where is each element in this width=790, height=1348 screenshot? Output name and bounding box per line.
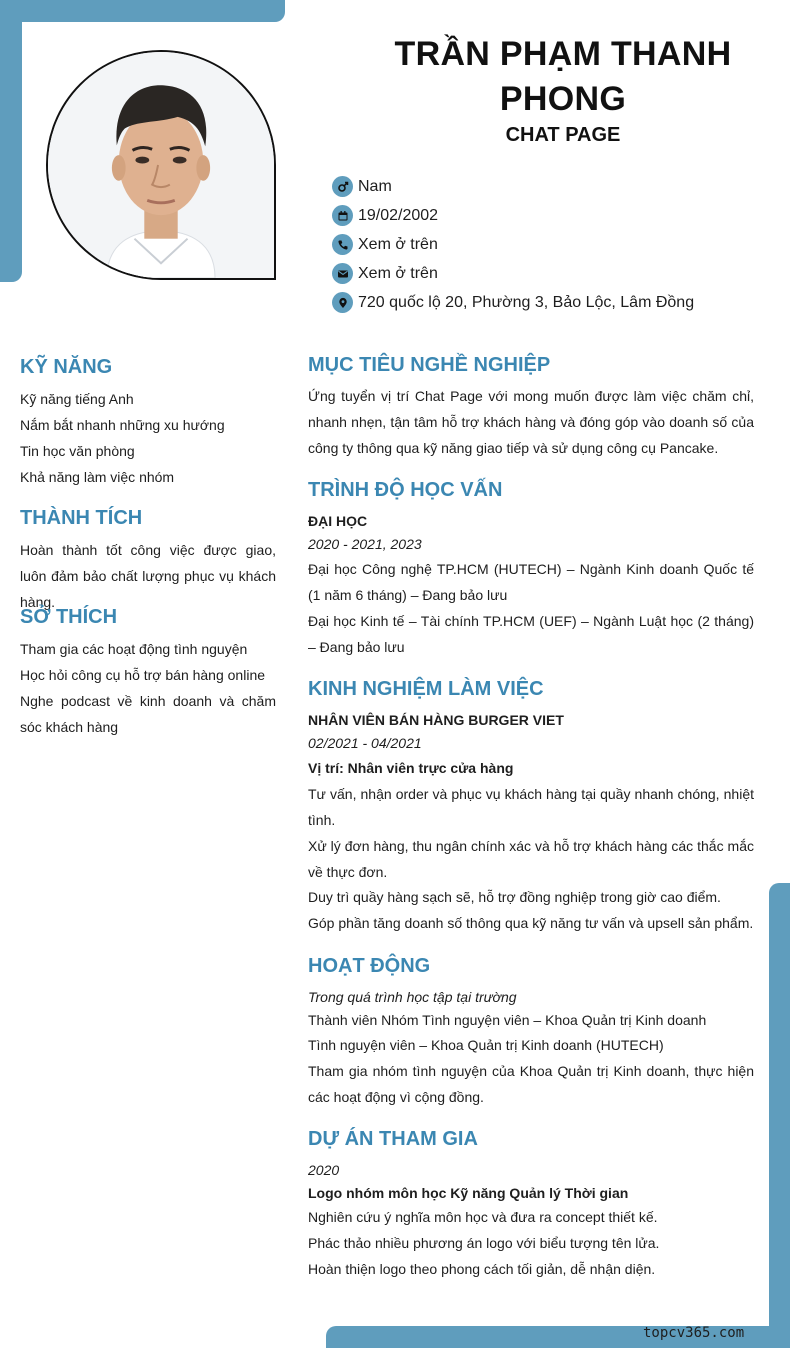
skill-item: Tin học văn phòng <box>20 443 135 459</box>
info-row-gender <box>332 172 694 201</box>
hobby-item: Tham gia các hoạt động tình nguyện <box>20 641 248 657</box>
education-period: 2020 - 2021, 2023 <box>308 536 422 552</box>
hobby-item: Nghe podcast về kinh doanh và chăm sóc khách hàng <box>20 693 276 735</box>
hobbies-title: SỞ THÍCH <box>20 606 118 628</box>
info-row-birthday <box>332 201 694 230</box>
experience-item: Duy trì quầy hàng sạch sẽ, hỗ trợ đồng nghiệp trong giờ cao điểm. <box>308 889 721 905</box>
phone-icon <box>332 234 353 255</box>
project-item: Phác thảo nhiều phương án logo với biểu tượng tên lửa. <box>308 1235 660 1251</box>
decor-bar-top <box>0 0 285 22</box>
gender-text: Nam <box>358 177 392 195</box>
achievements-title: THÀNH TÍCH <box>20 507 143 529</box>
candidate-name: TRẦN PHẠM THANH PHONG <box>394 35 732 118</box>
projects-title: DỰ ÁN THAM GIA <box>308 1128 478 1150</box>
experience-item: Tư vấn, nhận order và phục vụ khách hàng tại quầy nhanh chóng, nhiệt tình. <box>308 786 754 828</box>
decor-bar-left <box>0 0 22 282</box>
education-title: TRÌNH ĐỘ HỌC VẤN <box>308 479 503 501</box>
gender-icon <box>332 176 353 197</box>
project-year: 2020 <box>308 1162 340 1178</box>
activity-item: Thành viên Nhóm Tình nguyện viên – Khoa Quản trị Kinh doanh <box>308 1012 707 1028</box>
education-level: ĐẠI HỌC <box>308 513 368 529</box>
education-item: Đại học Kinh tế – Tài chính TP.HCM (UEF) – Ngành Luật học (2 tháng) – Đang bảo lưu <box>308 613 754 655</box>
experience-item: Xử lý đơn hàng, thu ngân chính xác và hỗ trợ khách hàng các thắc mắc về thực đơn. <box>308 838 754 880</box>
phone-text: Xem ở trên <box>358 235 438 253</box>
experience-period: 02/2021 - 04/2021 <box>308 735 422 751</box>
address-text: 720 quốc lộ 20, Phường 3, Bảo Lộc, Lâm Đồng <box>358 293 695 311</box>
info-row-address <box>332 288 694 317</box>
achievements-text: Hoàn thành tốt công việc được giao, luôn đảm bảo chất lượng phục vụ khách hàng. <box>20 542 276 610</box>
activities-context: Trong quá trình học tập tại trường <box>308 989 517 1005</box>
activities-title: HOẠT ĐỘNG <box>308 955 431 977</box>
personal-info <box>332 172 694 317</box>
activity-item: Tình nguyện viên – Khoa Quản trị Kinh doanh (HUTECH) <box>308 1037 664 1053</box>
objective-text: Ứng tuyển vị trí Chat Page với mong muốn được làm việc chăm chỉ, nhanh nhẹn, tận tâm hỗ trợ khách hàng và đóng góp vào doanh số của công ty thông qua kỹ năng giao tiếp và sử dụng công cụ Pancake. <box>308 388 754 456</box>
skills-title: KỸ NĂNG <box>20 356 113 378</box>
info-row-phone <box>332 230 694 259</box>
skill-item: Khả năng làm việc nhóm <box>20 469 175 485</box>
watermark: topcv365.com <box>643 1325 745 1341</box>
experience-position: Vị trí: Nhân viên trực cửa hàng <box>308 760 514 776</box>
hobby-item: Học hỏi công cụ hỗ trợ bán hàng online <box>20 667 266 683</box>
birthday-text: 19/02/2002 <box>358 206 439 224</box>
calendar-icon <box>332 205 353 226</box>
experience-company: NHÂN VIÊN BÁN HÀNG BURGER VIET <box>308 712 564 728</box>
profile-photo <box>46 50 276 280</box>
project-item: Nghiên cứu ý nghĩa môn học và đưa ra concept thiết kế. <box>308 1209 658 1225</box>
project-item: Hoàn thiện logo theo phong cách tối giản, dễ nhận diện. <box>308 1261 656 1277</box>
info-row-email <box>332 259 694 288</box>
activity-item: Tham gia nhóm tình nguyện của Khoa Quản trị Kinh doanh, thực hiện các hoạt động vì cộng đồng. <box>308 1063 754 1105</box>
objective-title: MỤC TIÊU NGHỀ NGHIỆP <box>308 354 551 376</box>
job-title: CHAT PAGE <box>505 124 621 146</box>
project-name: Logo nhóm môn học Kỹ năng Quản lý Thời gian <box>308 1185 629 1201</box>
email-text: Xem ở trên <box>358 264 438 282</box>
experience-title: KINH NGHIỆM LÀM VIỆC <box>308 678 544 700</box>
education-item: Đại học Công nghệ TP.HCM (HUTECH) – Ngành Kinh doanh Quốc tế (1 năm 6 tháng) – Đang bảo lưu <box>308 561 754 603</box>
decor-bar-right <box>769 883 790 1348</box>
skill-item: Kỹ năng tiếng Anh <box>20 391 134 407</box>
location-icon <box>332 292 353 313</box>
email-icon <box>332 263 353 284</box>
portrait-illustration <box>48 52 274 278</box>
skill-item: Nắm bắt nhanh những xu hướng <box>20 417 225 433</box>
experience-item: Góp phần tăng doanh số thông qua kỹ năng tư vấn và upsell sản phẩm. <box>308 915 754 931</box>
